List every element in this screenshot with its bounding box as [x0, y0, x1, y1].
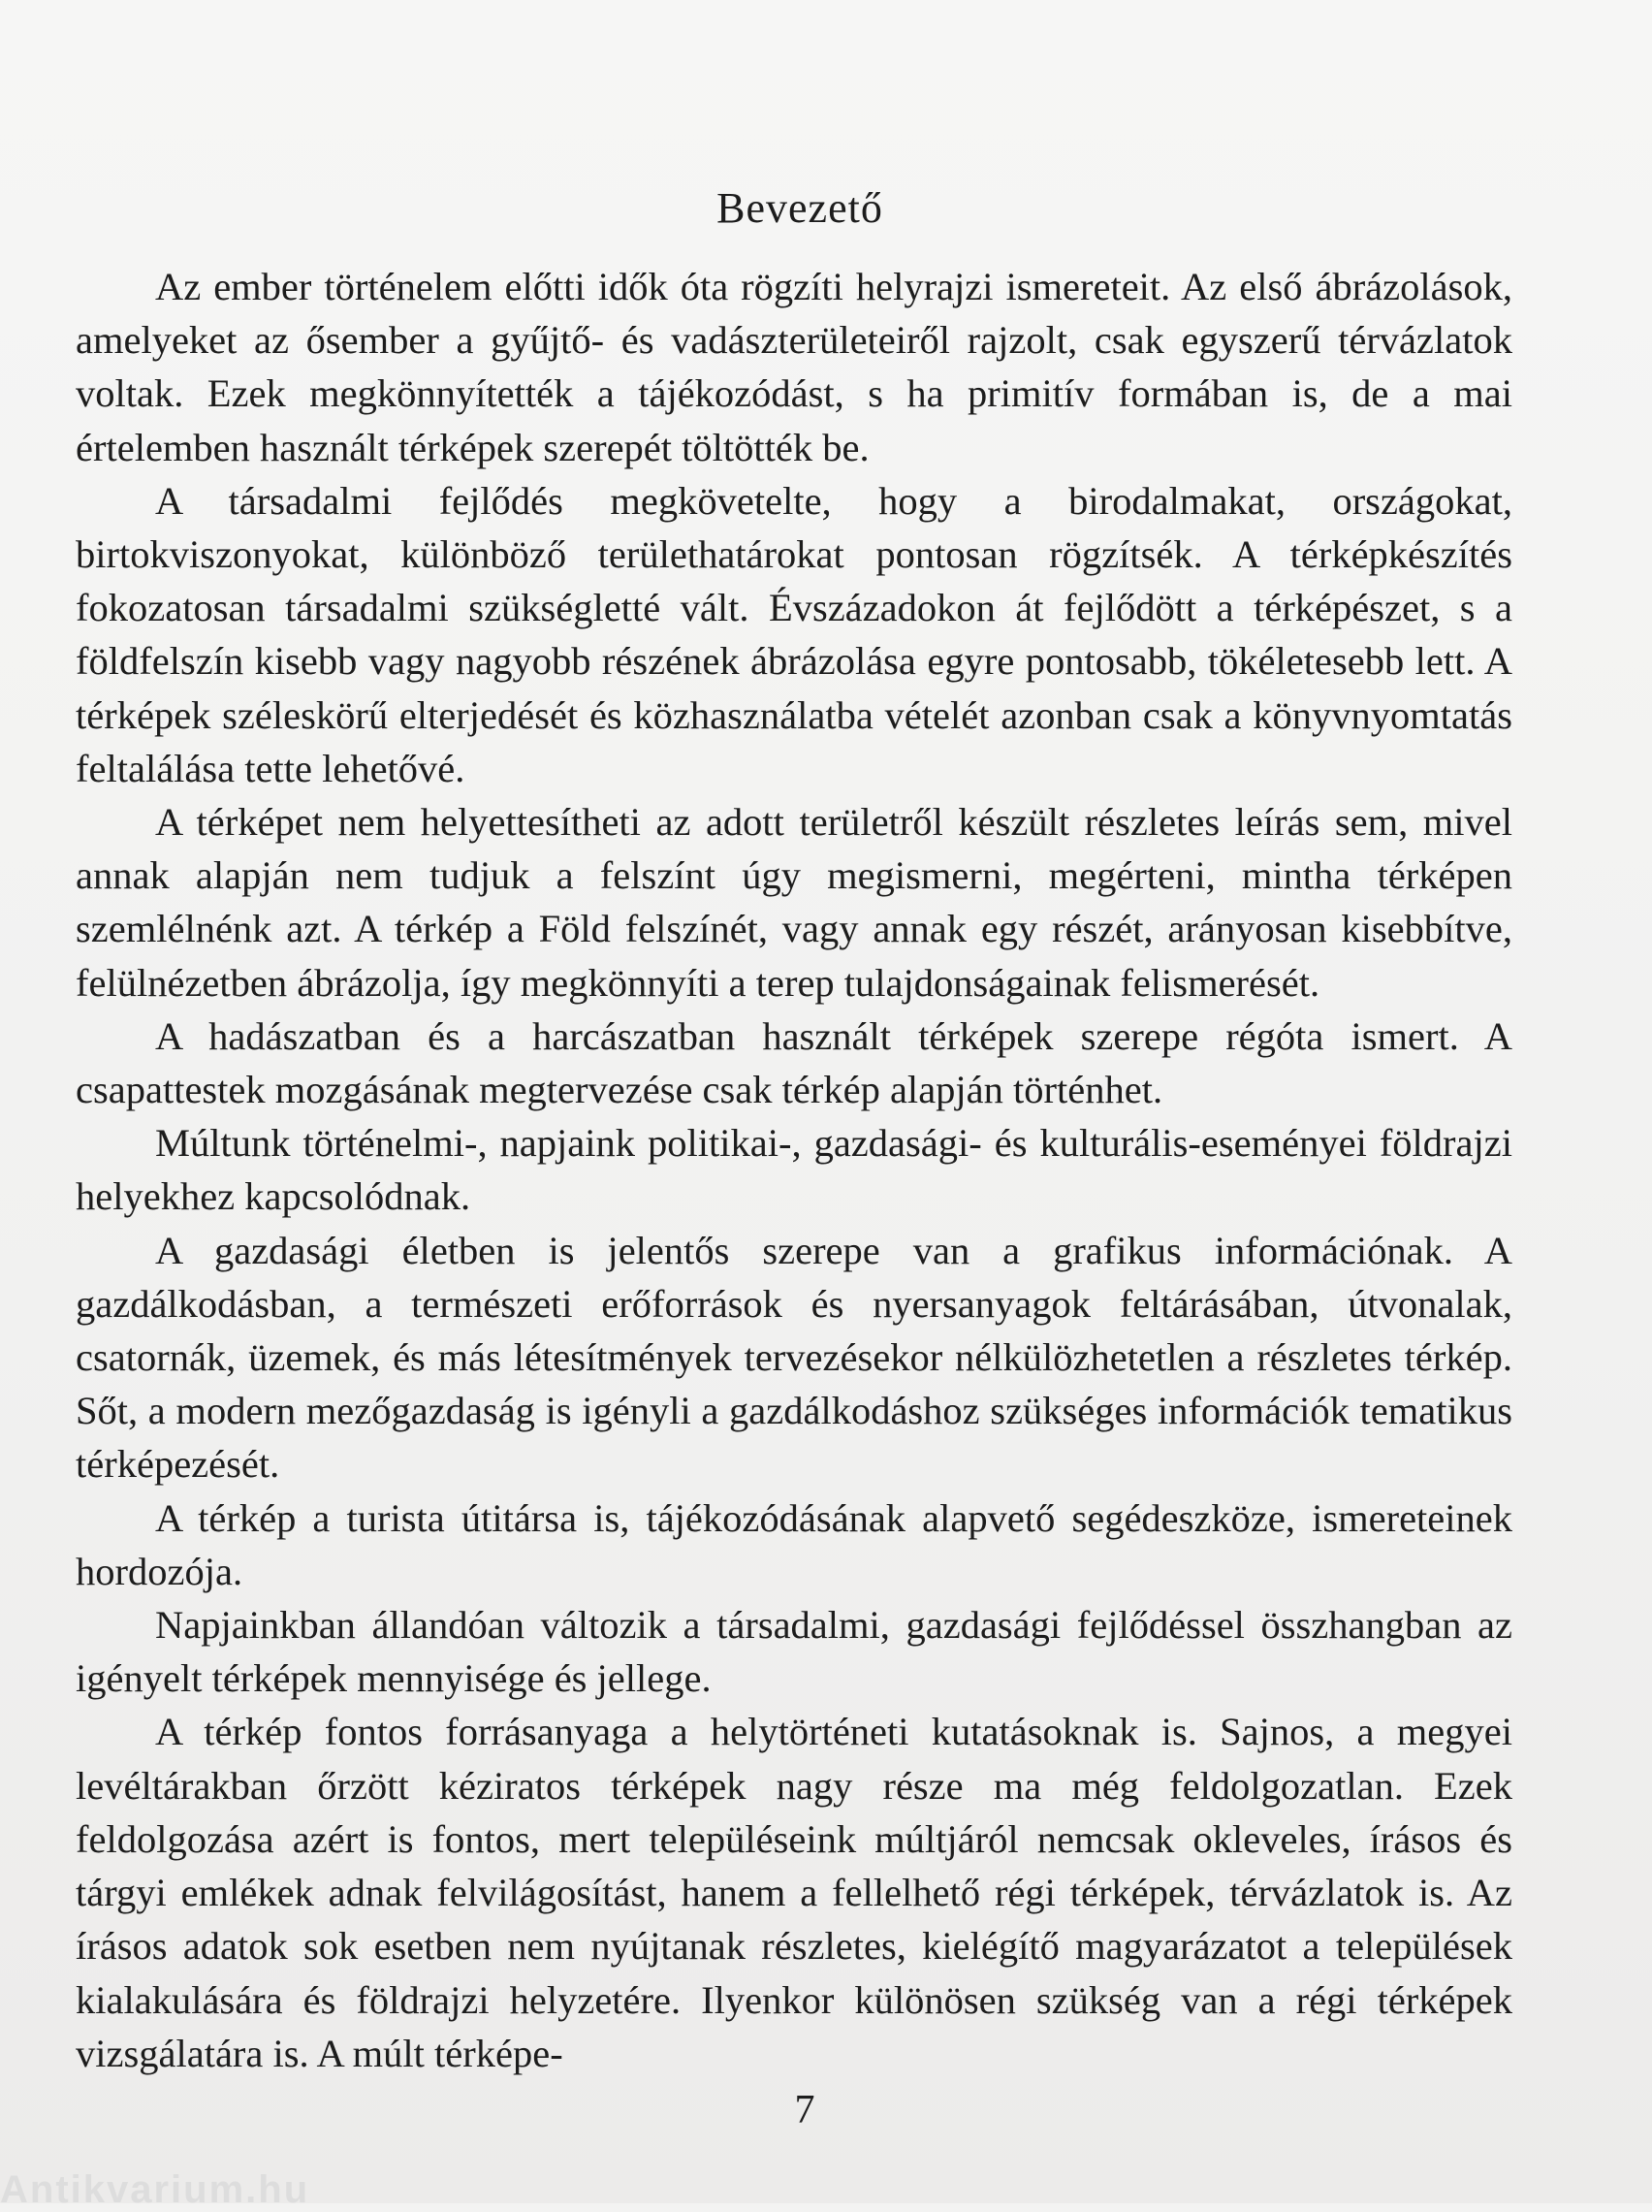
paragraph: A térképet nem helyettesítheti az adott területről készült részletes leírás sem, mivel annak alapján nem tudjuk a felszínt úgy megismerni, megérteni, mintha térképen szemlélnénk azt. A térkép a Föld felszínét, vagy annak egy részét, arányosan kisebbítve, felülnézetben ábrázolja, így megkönnyíti a terep tulajdonságainak felismerését.	[76, 800, 1512, 1005]
watermark: Antikvarium.hu	[0, 2168, 310, 2211]
paragraph: A társadalmi fejlődés megkövetelte, hogy a birodalmakat, országokat, birtokviszonyokat, különböző területhatárokat pontosan rögzítsék. A térképkészítés fokozatosan társadalmi szükségletté vált. Évszázadokon át fejlődött a térképészet, s a földfelszín kisebb vagy nagyobb részének ábrázolása egyre pontosabb, tökéletesebb lett. A térképek széleskörű elterjedését és közhasználatba vételét azonban csak a könyvnyomtatás feltalálása tette lehetővé.	[76, 478, 1512, 790]
page-title: Bevezető	[716, 184, 883, 233]
paragraph: Napjainkban állandóan változik a társadalmi, gazdasági fejlődéssel összhangban az igényelt térképek mennyisége és jellege.	[76, 1603, 1512, 1701]
paragraph: A térkép a turista útitársa is, tájékozódásának alapvető segédeszköze, ismereteinek hordozója.	[76, 1495, 1512, 1593]
body-text	[76, 260, 1512, 2080]
paragraph: A hadászatban és a harcászatban használt térképek szerepe régóta ismert. A csapattestek mozgásának megtervezése csak térkép alapján történhet.	[76, 1013, 1512, 1112]
paragraph: A gazdasági életben is jelentős szerepe van a grafikus információnak. A gazdálkodásban, a természeti erőforrások és nyersanyagok feltárásában, útvonalak, csatornák, üzemek, és más létesítmények tervezésekor nélkülözhetetlen a részletes térkép. Sőt, a modern mezőgazdaság is igényli a gazdálkodáshoz szükséges információk tematikus térképezését.	[76, 1228, 1512, 1487]
paragraph: Az ember történelem előtti idők óta rögzíti helyrajzi ismereteit. Az első ábrázolások, amelyeket az ősember a gyűjtő- és vadászterületeiről rajzolt, csak egyszerű térvázlatok voltak. Ezek megkönnyítették a tájékozódást, s ha primitív formában is, de a mai értelemben használt térképek szerepét töltötték be.	[76, 265, 1512, 469]
paragraph: Múltunk történelmi-, napjaink politikai-, gazdasági- és kulturális-eseményei földrajzi helyekhez kapcsolódnak.	[76, 1121, 1512, 1219]
paragraph: A térkép fontos forrásanyaga a helytörténeti kutatásoknak is. Sajnos, a megyei levéltárakban őrzött kéziratos térképek nagy része ma még feldolgozatlan. Ezek feldolgozása azért is fontos, mert településeink múltjáról nemcsak okleveles, írásos és tárgyi emlékek adnak felvilágosítást, hanem a fellelhető régi térképek, térvázlatok is. Az írásos adatok sok esetben nem nyújtanak részletes, kielégítő magyarázatot a települések kialakulására és földrajzi helyzetére. Ilyenkor különösen szükség van a régi térképek vizsgálatára is. A múlt térképe-	[76, 1710, 1512, 2075]
page-number: 7	[794, 2088, 815, 2132]
